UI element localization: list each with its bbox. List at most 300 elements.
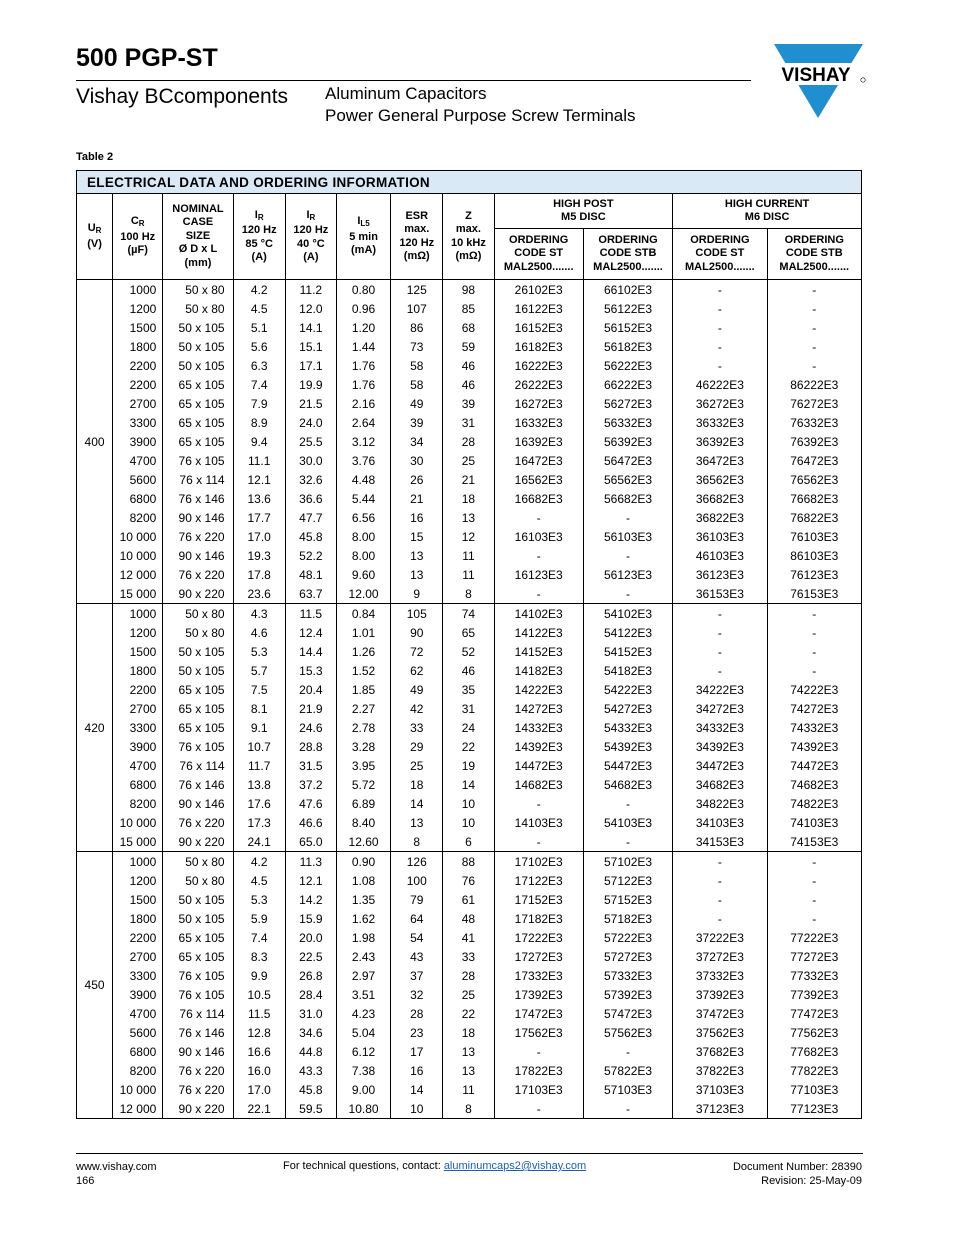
cell-case-size: 90 x 220 bbox=[163, 1099, 233, 1119]
cell-il5: 3.51 bbox=[336, 985, 390, 1004]
cell-hp-code-stb: 57122E3 bbox=[583, 871, 672, 890]
cell-z: 41 bbox=[443, 928, 494, 947]
cell-case-size: 50 x 105 bbox=[163, 356, 233, 375]
cell-cap: 1800 bbox=[113, 661, 163, 680]
cell-ir-40: 36.6 bbox=[285, 489, 336, 508]
cell-il5: 8.00 bbox=[336, 546, 390, 565]
cell-esr: 16 bbox=[391, 1061, 443, 1080]
cell-il5: 3.12 bbox=[336, 432, 390, 451]
cell-z: 21 bbox=[443, 470, 494, 489]
cell-case-size: 65 x 105 bbox=[163, 947, 233, 966]
cell-hp-code-stb: 54102E3 bbox=[583, 604, 672, 624]
cell-hc-code-stb: 74822E3 bbox=[767, 794, 861, 813]
cell-esr: 79 bbox=[391, 890, 443, 909]
cell-ir-40: 63.7 bbox=[285, 584, 336, 604]
cell-z: 68 bbox=[443, 318, 494, 337]
table-row bbox=[77, 527, 862, 546]
cell-ir-40: 15.9 bbox=[285, 909, 336, 928]
cell-il5: 0.96 bbox=[336, 299, 390, 318]
table-row bbox=[77, 337, 862, 356]
cell-ir-85: 8.3 bbox=[233, 947, 285, 966]
cell-hp-code-stb: 56103E3 bbox=[583, 527, 672, 546]
cell-ir-40: 32.6 bbox=[285, 470, 336, 489]
cell-case-size: 76 x 220 bbox=[163, 527, 233, 546]
cell-case-size: 65 x 105 bbox=[163, 432, 233, 451]
cell-hp-code-st: 16182E3 bbox=[494, 337, 583, 356]
cell-hc-code-st: 37562E3 bbox=[673, 1023, 767, 1042]
table-row bbox=[77, 356, 862, 375]
cell-cap: 2200 bbox=[113, 928, 163, 947]
cell-cap: 12 000 bbox=[113, 1099, 163, 1119]
cell-ir-40: 12.1 bbox=[285, 871, 336, 890]
table-title: ELECTRICAL DATA AND ORDERING INFORMATION bbox=[76, 170, 862, 193]
cell-cap: 10 000 bbox=[113, 813, 163, 832]
cell-hc-code-stb: - bbox=[767, 623, 861, 642]
cell-il5: 2.64 bbox=[336, 413, 390, 432]
cell-z: 24 bbox=[443, 718, 494, 737]
cell-ir-40: 21.5 bbox=[285, 394, 336, 413]
cell-esr: 13 bbox=[391, 565, 443, 584]
cell-hp-code-stb: 56392E3 bbox=[583, 432, 672, 451]
col-group-high-post: HIGH POST M5 DISC bbox=[494, 194, 673, 229]
cell-hp-code-stb: - bbox=[583, 1099, 672, 1119]
table-row bbox=[77, 966, 862, 985]
cell-hp-code-stb: - bbox=[583, 1042, 672, 1061]
cell-hp-code-st: - bbox=[494, 1099, 583, 1119]
cell-z: 13 bbox=[443, 1061, 494, 1080]
cell-hc-code-st: 36272E3 bbox=[673, 394, 767, 413]
cell-case-size: 76 x 220 bbox=[163, 813, 233, 832]
cell-ir-85: 16.6 bbox=[233, 1042, 285, 1061]
cell-hc-code-st: 34392E3 bbox=[673, 737, 767, 756]
cell-hc-code-stb: - bbox=[767, 909, 861, 928]
cell-case-size: 90 x 146 bbox=[163, 508, 233, 527]
cell-il5: 1.98 bbox=[336, 928, 390, 947]
cell-z: 74 bbox=[443, 604, 494, 624]
cell-hp-code-st: - bbox=[494, 1042, 583, 1061]
cell-case-size: 65 x 105 bbox=[163, 394, 233, 413]
cell-il5: 2.16 bbox=[336, 394, 390, 413]
cell-ir-85: 9.4 bbox=[233, 432, 285, 451]
cell-esr: 16 bbox=[391, 508, 443, 527]
cell-ir-40: 15.3 bbox=[285, 661, 336, 680]
cell-hp-code-st: 17392E3 bbox=[494, 985, 583, 1004]
table-row bbox=[77, 470, 862, 489]
cell-cap: 1200 bbox=[113, 871, 163, 890]
subtitle-line-1: Aluminum Capacitors bbox=[325, 84, 487, 103]
cell-hc-code-stb: - bbox=[767, 337, 861, 356]
cell-ir-85: 5.1 bbox=[233, 318, 285, 337]
cell-case-size: 50 x 80 bbox=[163, 299, 233, 318]
cell-esr: 10 bbox=[391, 1099, 443, 1119]
cell-hp-code-st: 14152E3 bbox=[494, 642, 583, 661]
cell-il5: 8.40 bbox=[336, 813, 390, 832]
cell-hp-code-st: 16103E3 bbox=[494, 527, 583, 546]
cell-ir-85: 16.0 bbox=[233, 1061, 285, 1080]
cell-z: 11 bbox=[443, 1080, 494, 1099]
cell-z: 39 bbox=[443, 394, 494, 413]
cell-ir-85: 12.8 bbox=[233, 1023, 285, 1042]
cell-hp-code-stb: 54222E3 bbox=[583, 680, 672, 699]
cell-hc-code-st: - bbox=[673, 909, 767, 928]
cell-ir-85: 17.8 bbox=[233, 565, 285, 584]
cell-case-size: 76 x 146 bbox=[163, 1023, 233, 1042]
cell-hc-code-st: 37822E3 bbox=[673, 1061, 767, 1080]
cell-hp-code-st: 16332E3 bbox=[494, 413, 583, 432]
cell-hc-code-st: 37472E3 bbox=[673, 1004, 767, 1023]
cell-case-size: 50 x 105 bbox=[163, 337, 233, 356]
table-row bbox=[77, 1042, 862, 1061]
table-row bbox=[77, 413, 862, 432]
cell-case-size: 65 x 105 bbox=[163, 718, 233, 737]
cell-hc-code-stb: - bbox=[767, 299, 861, 318]
contact-email-link[interactable]: aluminumcaps2@vishay.com bbox=[443, 1160, 587, 1172]
cell-cap: 1500 bbox=[113, 890, 163, 909]
cell-ir-40: 12.0 bbox=[285, 299, 336, 318]
cell-ir-85: 9.9 bbox=[233, 966, 285, 985]
cell-hc-code-stb: 76472E3 bbox=[767, 451, 861, 470]
footer-page-number: 166 bbox=[76, 1175, 95, 1187]
table-row bbox=[77, 1004, 862, 1023]
cell-cap: 15 000 bbox=[113, 832, 163, 852]
cell-hc-code-st: 36332E3 bbox=[673, 413, 767, 432]
cell-il5: 1.76 bbox=[336, 375, 390, 394]
cell-hp-code-stb: 57103E3 bbox=[583, 1080, 672, 1099]
cell-case-size: 65 x 105 bbox=[163, 928, 233, 947]
cell-hc-code-stb: - bbox=[767, 871, 861, 890]
cell-il5: 2.27 bbox=[336, 699, 390, 718]
footer-website: www.vishay.com bbox=[76, 1161, 157, 1173]
cell-hp-code-stb: 56682E3 bbox=[583, 489, 672, 508]
cell-ir-40: 28.4 bbox=[285, 985, 336, 1004]
cell-cap: 1200 bbox=[113, 623, 163, 642]
cell-hc-code-st: 46222E3 bbox=[673, 375, 767, 394]
cell-hp-code-stb: 57182E3 bbox=[583, 909, 672, 928]
cell-hc-code-st: 46103E3 bbox=[673, 546, 767, 565]
cell-z: 46 bbox=[443, 661, 494, 680]
cell-hc-code-stb: 77272E3 bbox=[767, 947, 861, 966]
cell-ir-85: 12.1 bbox=[233, 470, 285, 489]
cell-hp-code-st: 14102E3 bbox=[494, 604, 583, 624]
cell-il5: 10.80 bbox=[336, 1099, 390, 1119]
cell-hc-code-stb: 77222E3 bbox=[767, 928, 861, 947]
cell-hc-code-st: 37392E3 bbox=[673, 985, 767, 1004]
cell-il5: 1.26 bbox=[336, 642, 390, 661]
cell-hc-code-stb: 86222E3 bbox=[767, 375, 861, 394]
cell-case-size: 76 x 114 bbox=[163, 470, 233, 489]
cell-ir-40: 31.0 bbox=[285, 1004, 336, 1023]
cell-case-size: 50 x 80 bbox=[163, 604, 233, 624]
cell-cap: 1800 bbox=[113, 909, 163, 928]
cell-il5: 1.35 bbox=[336, 890, 390, 909]
cell-esr: 107 bbox=[391, 299, 443, 318]
cell-ir-85: 4.5 bbox=[233, 299, 285, 318]
col-il5: $I_{L5}$ 5 min (mA) bbox=[336, 194, 390, 280]
table-row bbox=[77, 718, 862, 737]
cell-cap: 1000 bbox=[113, 280, 163, 300]
cell-z: 19 bbox=[443, 756, 494, 775]
cell-ir-85: 7.4 bbox=[233, 375, 285, 394]
cell-ir-40: 52.2 bbox=[285, 546, 336, 565]
cell-ir-85: 4.5 bbox=[233, 871, 285, 890]
cell-hp-code-st: - bbox=[494, 832, 583, 852]
cell-ir-85: 24.1 bbox=[233, 832, 285, 852]
table-row bbox=[77, 451, 862, 470]
cell-case-size: 90 x 220 bbox=[163, 832, 233, 852]
cell-case-size: 65 x 105 bbox=[163, 375, 233, 394]
cell-ir-40: 26.8 bbox=[285, 966, 336, 985]
cell-esr: 37 bbox=[391, 966, 443, 985]
cell-cap: 4700 bbox=[113, 756, 163, 775]
col-hp-ordering-st: ORDERING CODE ST MAL2500....... bbox=[494, 229, 583, 280]
header-rule bbox=[76, 80, 751, 81]
cell-case-size: 50 x 80 bbox=[163, 623, 233, 642]
table-row bbox=[77, 508, 862, 527]
cell-hp-code-st: 17182E3 bbox=[494, 909, 583, 928]
cell-hp-code-stb: 56562E3 bbox=[583, 470, 672, 489]
table-row bbox=[77, 909, 862, 928]
cell-hc-code-stb: 77472E3 bbox=[767, 1004, 861, 1023]
cell-z: 8 bbox=[443, 584, 494, 604]
cell-hc-code-stb: 76123E3 bbox=[767, 565, 861, 584]
cell-ir-85: 10.5 bbox=[233, 985, 285, 1004]
cell-ir-85: 7.4 bbox=[233, 928, 285, 947]
cell-hp-code-st: 17222E3 bbox=[494, 928, 583, 947]
table-row bbox=[77, 1023, 862, 1042]
table-row bbox=[77, 775, 862, 794]
cell-cap: 8200 bbox=[113, 508, 163, 527]
cell-z: 28 bbox=[443, 432, 494, 451]
cell-hc-code-stb: 77123E3 bbox=[767, 1099, 861, 1119]
cell-ir-85: 4.2 bbox=[233, 280, 285, 300]
cell-cap: 3300 bbox=[113, 966, 163, 985]
cell-hc-code-stb: - bbox=[767, 890, 861, 909]
cell-z: 35 bbox=[443, 680, 494, 699]
table-row bbox=[77, 280, 862, 300]
cell-z: 98 bbox=[443, 280, 494, 300]
cell-case-size: 76 x 114 bbox=[163, 756, 233, 775]
cell-ir-40: 28.8 bbox=[285, 737, 336, 756]
table-row bbox=[77, 928, 862, 947]
table-label: Table 2 bbox=[76, 151, 114, 163]
cell-ir-85: 11.7 bbox=[233, 756, 285, 775]
cell-il5: 4.48 bbox=[336, 470, 390, 489]
cell-hp-code-st: 17272E3 bbox=[494, 947, 583, 966]
cell-z: 76 bbox=[443, 871, 494, 890]
cell-hc-code-st: 36392E3 bbox=[673, 432, 767, 451]
table-row bbox=[77, 832, 862, 852]
cell-case-size: 90 x 146 bbox=[163, 546, 233, 565]
cell-ir-40: 45.8 bbox=[285, 527, 336, 546]
cell-case-size: 50 x 105 bbox=[163, 890, 233, 909]
cell-esr: 90 bbox=[391, 623, 443, 642]
cell-cap: 2700 bbox=[113, 947, 163, 966]
cell-hc-code-stb: 77103E3 bbox=[767, 1080, 861, 1099]
cell-cap: 2200 bbox=[113, 356, 163, 375]
cell-hp-code-stb: 56123E3 bbox=[583, 565, 672, 584]
cell-hc-code-st: - bbox=[673, 623, 767, 642]
col-ir-85: $I_R$ 120 Hz 85 °C (A) bbox=[233, 194, 285, 280]
cell-hp-code-st: 14122E3 bbox=[494, 623, 583, 642]
cell-z: 22 bbox=[443, 737, 494, 756]
col-z: Z max. 10 kHz (mΩ) bbox=[443, 194, 494, 280]
cell-case-size: 76 x 220 bbox=[163, 1061, 233, 1080]
cell-cap: 3900 bbox=[113, 737, 163, 756]
cell-hc-code-st: 36153E3 bbox=[673, 584, 767, 604]
cell-cap: 2200 bbox=[113, 375, 163, 394]
cell-cap: 1800 bbox=[113, 337, 163, 356]
cell-cap: 5600 bbox=[113, 470, 163, 489]
cell-case-size: 50 x 80 bbox=[163, 871, 233, 890]
cell-esr: 14 bbox=[391, 1080, 443, 1099]
cell-ir-40: 12.4 bbox=[285, 623, 336, 642]
cell-hc-code-stb: 77682E3 bbox=[767, 1042, 861, 1061]
table-row bbox=[77, 852, 862, 872]
cell-ir-40: 11.5 bbox=[285, 604, 336, 624]
cell-esr: 17 bbox=[391, 1042, 443, 1061]
cell-hc-code-stb: 76153E3 bbox=[767, 584, 861, 604]
col-ir-40: $I_R$ 120 Hz 40 °C (A) bbox=[285, 194, 336, 280]
cell-hc-code-stb: 74332E3 bbox=[767, 718, 861, 737]
col-hp-ordering-stb: ORDERING CODE STB MAL2500....... bbox=[583, 229, 672, 280]
cell-hc-code-stb: 77562E3 bbox=[767, 1023, 861, 1042]
cell-ir-85: 7.9 bbox=[233, 394, 285, 413]
cell-esr: 34 bbox=[391, 432, 443, 451]
cell-cap: 10 000 bbox=[113, 527, 163, 546]
cell-ir-40: 19.9 bbox=[285, 375, 336, 394]
cell-ir-40: 20.0 bbox=[285, 928, 336, 947]
cell-hp-code-st: 16562E3 bbox=[494, 470, 583, 489]
cell-esr: 64 bbox=[391, 909, 443, 928]
cell-z: 18 bbox=[443, 1023, 494, 1042]
table-row bbox=[77, 1099, 862, 1119]
cell-cap: 1200 bbox=[113, 299, 163, 318]
cell-il5: 1.44 bbox=[336, 337, 390, 356]
cell-il5: 1.62 bbox=[336, 909, 390, 928]
cell-hp-code-stb: 54332E3 bbox=[583, 718, 672, 737]
cell-ir-40: 14.4 bbox=[285, 642, 336, 661]
table-row bbox=[77, 546, 862, 565]
cell-hp-code-st: 14332E3 bbox=[494, 718, 583, 737]
cell-ir-40: 20.4 bbox=[285, 680, 336, 699]
cell-esr: 28 bbox=[391, 1004, 443, 1023]
cell-ir-40: 44.8 bbox=[285, 1042, 336, 1061]
cell-ir-85: 5.6 bbox=[233, 337, 285, 356]
cell-ir-40: 43.3 bbox=[285, 1061, 336, 1080]
table-row bbox=[77, 318, 862, 337]
cell-z: 31 bbox=[443, 413, 494, 432]
cell-hc-code-st: 36123E3 bbox=[673, 565, 767, 584]
cell-hc-code-stb: - bbox=[767, 604, 861, 624]
cell-hp-code-st: 14182E3 bbox=[494, 661, 583, 680]
cell-hp-code-stb: - bbox=[583, 832, 672, 852]
cell-case-size: 90 x 146 bbox=[163, 794, 233, 813]
cell-hp-code-st: 16392E3 bbox=[494, 432, 583, 451]
col-hc-ordering-stb: ORDERING CODE STB MAL2500....... bbox=[767, 229, 861, 280]
cell-esr: 32 bbox=[391, 985, 443, 1004]
cell-hp-code-stb: 56332E3 bbox=[583, 413, 672, 432]
cell-esr: 30 bbox=[391, 451, 443, 470]
cell-ir-40: 11.3 bbox=[285, 852, 336, 872]
cell-hp-code-stb: - bbox=[583, 546, 672, 565]
cell-case-size: 50 x 105 bbox=[163, 318, 233, 337]
table-row bbox=[77, 756, 862, 775]
cell-hc-code-stb: - bbox=[767, 280, 861, 300]
cell-ir-40: 24.6 bbox=[285, 718, 336, 737]
cell-hc-code-st: 37272E3 bbox=[673, 947, 767, 966]
ur-value: 400 bbox=[77, 280, 113, 604]
cell-ir-85: 4.6 bbox=[233, 623, 285, 642]
cell-hc-code-st: - bbox=[673, 642, 767, 661]
cell-cap: 3900 bbox=[113, 985, 163, 1004]
cell-esr: 18 bbox=[391, 775, 443, 794]
cell-z: 33 bbox=[443, 947, 494, 966]
cell-ir-85: 22.1 bbox=[233, 1099, 285, 1119]
cell-hc-code-stb: 77392E3 bbox=[767, 985, 861, 1004]
cell-ir-40: 46.6 bbox=[285, 813, 336, 832]
cell-hc-code-st: 37123E3 bbox=[673, 1099, 767, 1119]
table-row bbox=[77, 871, 862, 890]
vishay-logo bbox=[766, 44, 866, 120]
cell-hc-code-stb: - bbox=[767, 356, 861, 375]
cell-cap: 1500 bbox=[113, 318, 163, 337]
cell-ir-40: 21.9 bbox=[285, 699, 336, 718]
cell-z: 22 bbox=[443, 1004, 494, 1023]
cell-cap: 3300 bbox=[113, 413, 163, 432]
cell-case-size: 76 x 105 bbox=[163, 737, 233, 756]
cell-cap: 8200 bbox=[113, 794, 163, 813]
footer-rule bbox=[76, 1153, 863, 1154]
cell-ir-85: 17.0 bbox=[233, 1080, 285, 1099]
cell-hc-code-st: 34682E3 bbox=[673, 775, 767, 794]
footer-left bbox=[76, 1160, 156, 1188]
table-row bbox=[77, 432, 862, 451]
cell-z: 14 bbox=[443, 775, 494, 794]
cell-esr: 26 bbox=[391, 470, 443, 489]
cell-case-size: 50 x 80 bbox=[163, 852, 233, 872]
cell-hp-code-stb: 57562E3 bbox=[583, 1023, 672, 1042]
cell-case-size: 76 x 105 bbox=[163, 451, 233, 470]
cell-hp-code-st: 17122E3 bbox=[494, 871, 583, 890]
cell-hp-code-stb: 56152E3 bbox=[583, 318, 672, 337]
col-case-size: NOMINAL CASE SIZE Ø D x L (mm) bbox=[163, 194, 233, 280]
cell-cap: 4700 bbox=[113, 1004, 163, 1023]
cell-z: 88 bbox=[443, 852, 494, 872]
cell-hc-code-st: 34103E3 bbox=[673, 813, 767, 832]
cell-il5: 2.78 bbox=[336, 718, 390, 737]
cell-esr: 100 bbox=[391, 871, 443, 890]
table-row bbox=[77, 604, 862, 624]
cell-hc-code-stb: 74272E3 bbox=[767, 699, 861, 718]
cell-hc-code-stb: 76103E3 bbox=[767, 527, 861, 546]
cell-esr: 54 bbox=[391, 928, 443, 947]
cell-hc-code-stb: 74222E3 bbox=[767, 680, 861, 699]
table-row bbox=[77, 985, 862, 1004]
cell-cap: 3300 bbox=[113, 718, 163, 737]
cell-hc-code-stb: 76392E3 bbox=[767, 432, 861, 451]
cell-hc-code-stb: 76682E3 bbox=[767, 489, 861, 508]
cell-hc-code-stb: 76562E3 bbox=[767, 470, 861, 489]
cell-esr: 49 bbox=[391, 394, 443, 413]
cell-ir-85: 7.5 bbox=[233, 680, 285, 699]
cell-hp-code-st: 16472E3 bbox=[494, 451, 583, 470]
cell-cap: 5600 bbox=[113, 1023, 163, 1042]
cell-hc-code-st: 36472E3 bbox=[673, 451, 767, 470]
cell-il5: 1.20 bbox=[336, 318, 390, 337]
company-name: Vishay BCcomponents bbox=[76, 85, 289, 108]
table-row bbox=[77, 394, 862, 413]
cell-z: 11 bbox=[443, 565, 494, 584]
